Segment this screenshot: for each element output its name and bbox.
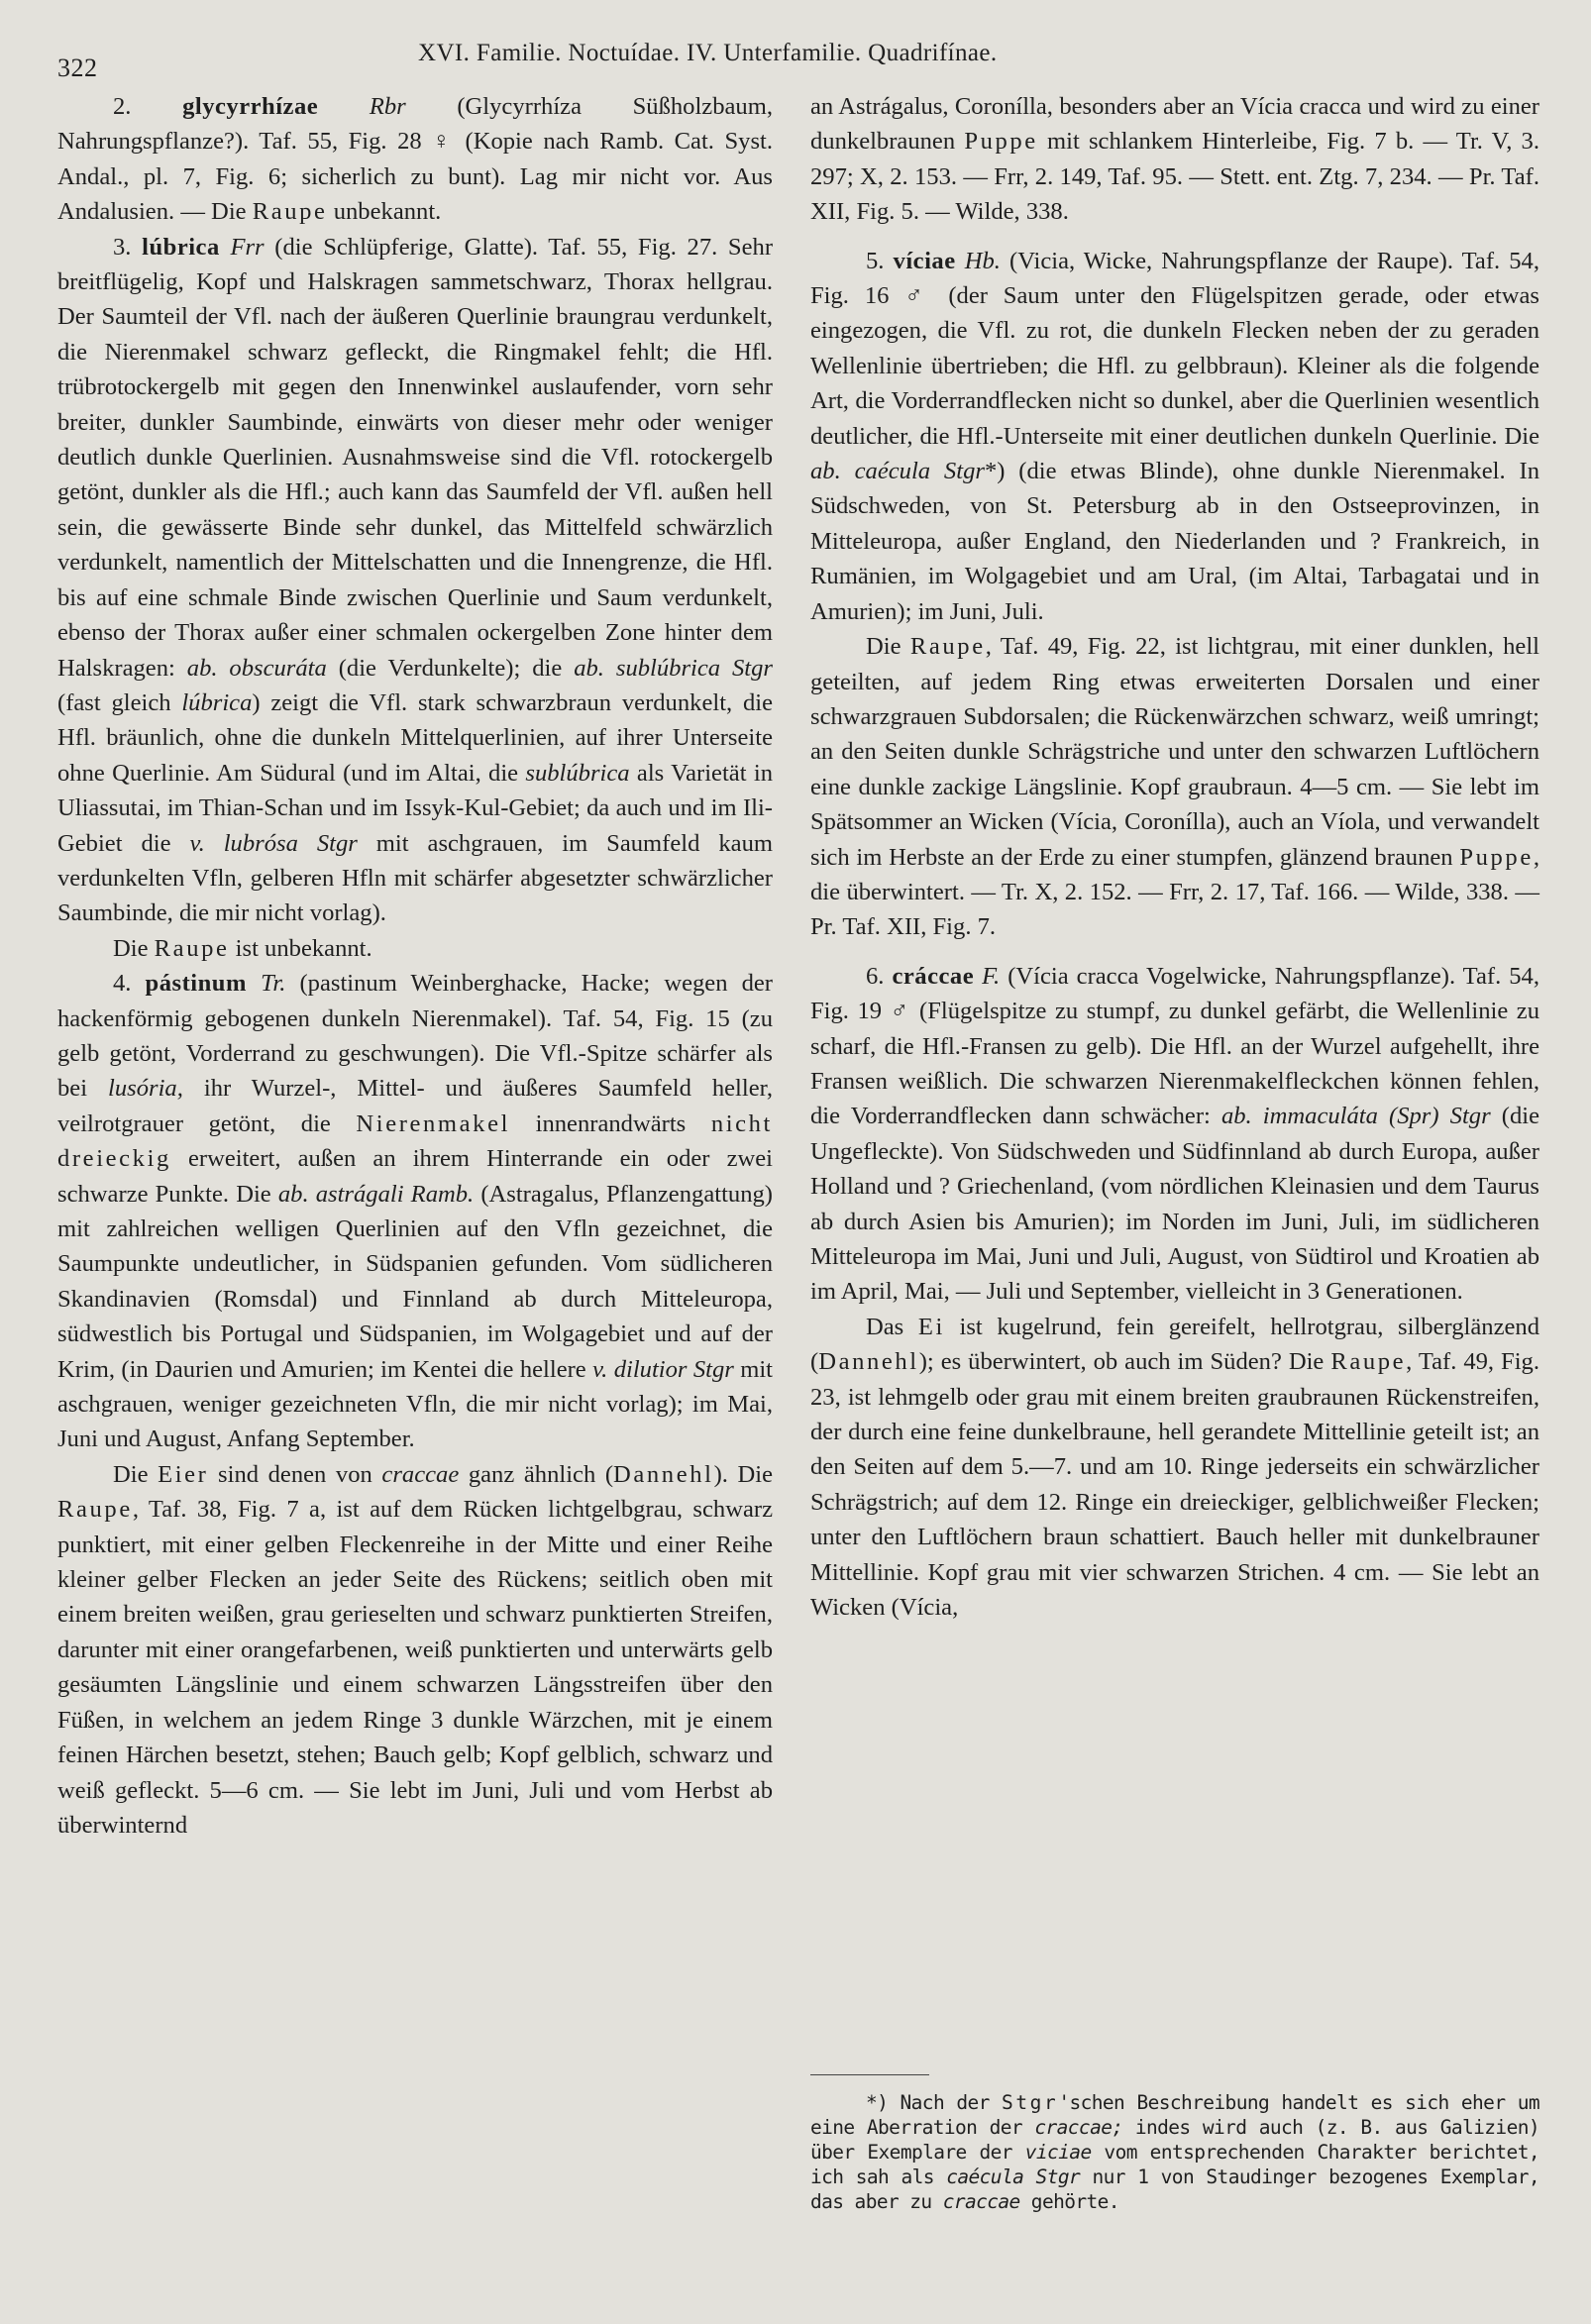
running-head: XVI. Familie. Noctuídae. IV. Unterfamilie. Quadrifínae. xyxy=(418,40,998,66)
author: Frr xyxy=(230,233,265,261)
entry-pastinum: 4. pástinum Tr. (pastinum Weinberghacke, Hacke; wegen der hackenförmig gebogenen dunkeln Nierenmakel). Taf. 54, Fig. 15 (zu gelb getönt, Vorderrand zu geschwungen). Die Vfl.-Spitze schärfer als bei lusória, ihr Wurzel-, Mittel- und äußeres Saumfeld heller, veilrotgrauer getönt, die Nierenmakel innenrandwärts nicht dreieckig erweitert, außen an ihrem Hinterrande ein oder zwei schwarze Punkte. Die ab. astrágali Ramb. (Astragalus, Pflanzengattung) mit zahlreichen welligen Querlinien auf den Vfln gezeichnet, die Saumpunkte undeutlicher, in Südspanien gefunden. Vom südlicheren Skandinavien (Romsdal) und Finnland ab durch Mitteleuropa, südwestlich bis Portugal und Südspanien, im Wolgagebiet und auf der Krim, (in Daurien und Amurien; im Kentei die hellere v. dilutior Stgr mit aschgrauen, weniger gezeichneten Vfln, die mir nicht vorlag); im Mai, Juni und August, Anfang September. xyxy=(57,970,773,1453)
entry-glycyrrhizae: 2. glycyrrhízae Rbr (Glycyrrhíza Süßholzbaum, Nahrungspflanze?). Taf. 55, Fig. 28 ♀ (Kopie nach Ramb. Cat. Syst. Andal., pl. 7, Fig. 6; sicherlich zu bunt). Lag mir nicht vor. Aus Andalusien. — Die Raupe unbekannt. xyxy=(57,93,773,226)
species-name: cráccae xyxy=(892,962,975,990)
footnote-rule xyxy=(810,2074,929,2075)
entry-viciae: 5. víciae Hb. (Vicia, Wicke, Nahrungspflanze der Raupe). Taf. 54, Fig. 16 ♂ (der Saum unter den Flügelspitzen gerade, oder etwas eingezogen, die Vfl. zu rot, die dunkeln Flecken neben der zu geraden Wellenlinie übertrieben; die Hfl. zu gelbbraun). Kleiner als die folgende Art, die Vorderrandflecken nicht so dunkel, aber die Querlinien wesentlich deutlicher, die Hfl.-Unterseite mit einer deutlichen dunkeln Querlinie. Die ab. caécula Stgr*) (die etwas Blinde), ohne dunkle Nierenmakel. In Südschweden, von St. Petersburg ab in den Ostseeprovinzen, in Mitteleuropa, außer England, den Niederlanden und ? Frankreich, in Rumänien, im Wolgagebiet und am Ural, (im Altai, Tarbagatai und in Amurien); im Juni, Juli. xyxy=(810,247,1539,625)
pastinum-continuation: an Astrágalus, Coronílla, besonders aber an Vícia cracca und wird zu einer dunkelbraunen Puppe mit schlankem Hinterleibe, Fig. 7 b. — Tr. V, 3. 297; X, 2. 153. — Frr, 2. 149, Taf. 95. — Stett. ent. Ztg. 7, 234. — Pr. Taf. XII, Fig. 5. — Wilde, 338. xyxy=(810,93,1540,226)
species-name: pástinum xyxy=(145,970,247,998)
species-name: glycyrrhízae xyxy=(182,93,319,120)
footnote: *) Nach der Stgr'schen Beschreibung handelt es sich eher um eine Aberration der craccae; indes wird auch (z. B. aus Galizien) über Exemplare der viciae vom entsprechenden Charakter berichtet, ich sah als caécula Stgr nur 1 von Staudinger bezogenes Exemplar, das aber zu craccae gehörte. xyxy=(810,2091,1539,2213)
craccae-ei-raupe: Das Ei ist kugelrund, fein gereifelt, hellrotgrau, silberglänzend (Dannehl); es überwintert, ob auch im Süden? Die Raupe, Taf. 49, Fig. 23, ist lehmgelb oder grau mit einem breiten graubraunen Rückenstreifen, der durch eine feine dunkelbraune, hell gerandete Mittellinie geteilt ist; an den Seiten auf dem 5.—7. und am 10. Ringe jederseits ein schwärzlicher Schrägstrich; auf dem 12. Ringe ein dreieckiger, gelblichweißer Flecken; unter den Luftlöchern braun schattiert. Bauch heller mit dunkelbrauner Mittellinie. Kopf grau mit vier schwarzen Strichen. 4 cm. — Sie lebt an Wicken (Vícia, xyxy=(810,1313,1539,1622)
page-header xyxy=(57,30,1543,82)
lubrica-raupe: Die Raupe ist unbekannt. xyxy=(113,934,372,962)
left-column xyxy=(57,89,773,1843)
author: Tr. xyxy=(261,970,286,998)
species-name: lúbrica xyxy=(142,233,220,261)
viciae-raupe: Die Raupe, Taf. 49, Fig. 22, ist lichtgrau, mit einer dunklen, hell geteilten, auf jedem Ring etwas erweiterten Dorsalen und einer schwarzgrauen Subdorsalen; die Rückenwärzchen schwarz, weiß umringt; an den Seiten dunkle Schrägstriche und unter den schwarzen Luftlöchern eine dunkle zackige Längslinie. Kopf graubraun. 4—5 cm. — Sie lebt im Spätsommer an Wicken (Vícia, Coronílla), auch an Víola, und verwandelt sich im Herbste an der Erde zu einer stumpfen, glänzend braunen Puppe, die überwintert. — Tr. X, 2. 152. — Frr, 2. 17, Taf. 166. — Wilde, 338. — Pr. Taf. XII, Fig. 7. xyxy=(810,633,1539,941)
author: Rbr xyxy=(369,93,406,120)
author: F. xyxy=(982,962,1001,990)
pastinum-eier: Die Eier sind denen von craccae ganz ähnlich (Dannehl). Die Raupe, Taf. 38, Fig. 7 a, ist auf dem Rücken lichtgelbgrau, schwarz punktiert, mit einer gelben Fleckenreihe in der Mitte und einer Reihe kleiner gelber Flecken an jeder Seite des Rückens; seitlich oben mit einem breiten weißen, grau gerieselten und schwarz punktierten Streifen, darunter mit einer orangefarbenen, weiß punktierten und unterwärts gelb gesäumten Längslinie und einem schwarzen Längsstreifen über den Füßen, in welchem an jedem Ringe 3 dunkle Wärzchen, mit je einem feinen Härchen besetzt, stehen; Bauch gelb; Kopf gelblich, schwarz und weiß gefleckt. 5—6 cm. — Sie lebt im Juni, Juli und vom Herbst ab überwinternd xyxy=(57,1460,773,1839)
right-column xyxy=(810,89,1539,1625)
entry-craccae: 6. cráccae F. (Vícia cracca Vogelwicke, Nahrungspflanze). Taf. 54, Fig. 19 ♂ (Flügelspitze zu stumpf, zu dunkel gefärbt, die Wellenlinie zu scharf, die Hfl.-Fransen zu gelb). Die Hfl. an der Wurzel aufgehellt, ihre Fransen weißlich. Die schwarzen Nierenmakelfleckchen können fehlen, die Vorderrandflecken dann schwächer: ab. immaculáta (Spr) Stgr (die Ungefleckte). Von Südschweden und Südfinnland ab durch Europa, außer Holland und ? Griechenland, (vom nördlichen Kleinasien und dem Taurus ab durch Asien bis Amurien); im Norden im Juni, Juli, im südlicheren Mitteleuropa im Mai, Juni und Juli, August, von Südtirol und Kroatien ab im April, Mai, — Juli und September, vielleicht in 3 Generationen. xyxy=(810,962,1539,1306)
author: Hb. xyxy=(964,247,1001,274)
page-number: 322 xyxy=(57,53,98,82)
entry-lubrica: 3. lúbrica Frr (die Schlüpferige, Glatte). Taf. 55, Fig. 27. Sehr breitflügelig, Kopf und Halskragen sammetschwarz, Thorax hellgrau. Der Saumteil der Vfl. nach der äußeren Querlinie braungrau verdunkelt, die Nierenmakel schwarz gefleckt, die Ringmakel fehlt; die Hfl. trübrotockergelb mit gegen den Innenwinkel auslaufender, vorn sehr breiter, dunkler Saumbinde, einwärts von dieser mehr oder weniger deutlich dunkle Querlinien. Ausnahmsweise sind die Vfl. rotockergelb getönt, dunkler als die Hfl.; auch kann das Saumfeld der Vfl. außen hell sein, die gewässerte Binde sehr dunkel, das Mittelfeld schwärzlich verdunkelt, namentlich der Mittelschatten und die Innengrenze, die Hfl. bis auf eine schmale Binde zwischen Querlinie und Saum verdunkelt, ebenso der Thorax außer einer schmalen ockergelben Zone hinter dem Halskragen: ab. obscuráta (die Verdunkelte); die ab. sublúbrica Stgr (fast gleich lúbrica) zeigt die Vfl. stark schwarzbraun verdunkelt, die Hfl. bräunlich, ohne die dunkeln Mittelquerlinien, auf ihrer Unterseite ohne Querlinie. Am Südural (und im Altai, die sublúbrica als Varietät in Uliassutai, im Thian-Schan und im Issyk-Kul-Gebiet; da auch und im Ili-Gebiet die v. lubrósa Stgr mit aschgrauen, im Saumfeld kaum verdunkelten Vfln, gelberen Hfln mit schärfer abgesetzter schwärzlicher Saumbinde, die mir nicht vorlag). xyxy=(57,233,774,927)
species-name: víciae xyxy=(893,247,956,274)
